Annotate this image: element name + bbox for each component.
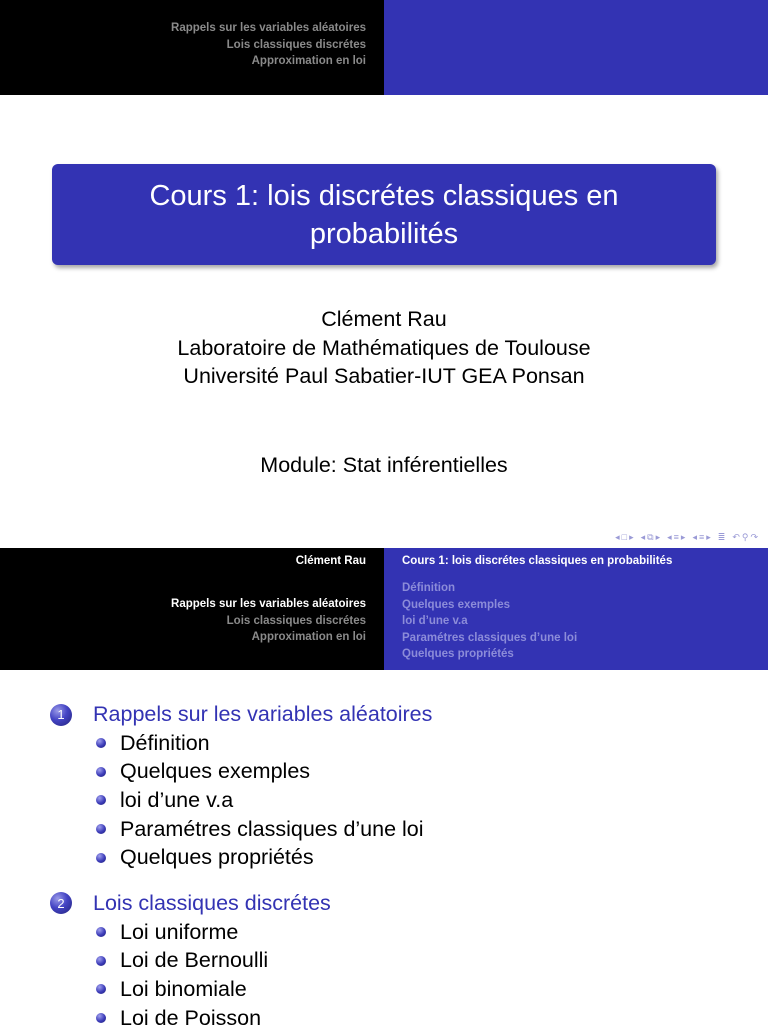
toc-subsection-label: Paramétres classiques d’une loi: [120, 816, 424, 841]
nav-right-arrow-icon[interactable]: ▸: [629, 532, 634, 542]
toc-subsection-label: Loi de Poisson: [120, 1005, 262, 1030]
list-item[interactable]: [96, 975, 432, 1004]
affiliation-lab: Laboratoire de Mathématiques de Toulouse: [177, 335, 591, 360]
toc-section[interactable]: [50, 889, 432, 918]
bullet-ball-icon: [96, 984, 106, 994]
nav-subsection-group[interactable]: [641, 532, 661, 542]
nav-frame-group[interactable]: [615, 532, 634, 542]
section-link-lois[interactable]: Lois classiques discrétes: [226, 614, 366, 627]
nav-forward-icon[interactable]: ↷: [750, 532, 758, 542]
section-link-approximation[interactable]: Approximation en loi: [251, 631, 366, 643]
nav-left-arrow-icon[interactable]: ◂: [667, 532, 672, 542]
header-author[interactable]: Clément Rau: [295, 555, 366, 567]
toc-subsection-list: [96, 918, 432, 1032]
toc-section-title[interactable]: Rappels sur les variables aléatoires: [93, 702, 433, 726]
section-number-ball-icon: 1: [50, 704, 72, 726]
slide2-header-right: [384, 548, 768, 670]
author-name: Clément Rau: [321, 307, 447, 331]
list-item[interactable]: [96, 786, 432, 815]
nav-appendix-icon[interactable]: ≣: [717, 532, 726, 542]
toc-section-title[interactable]: Lois classiques discrétes: [93, 890, 331, 915]
title-box: [52, 164, 716, 265]
header-course-title[interactable]: Cours 1: lois discrétes classiques en probabilités: [402, 555, 673, 567]
section-link-rappels[interactable]: Rappels sur les variables aléatoires: [171, 22, 366, 34]
section-link-lois[interactable]: Lois classiques discrétes: [226, 38, 366, 51]
list-item[interactable]: [96, 918, 432, 947]
nav-right-arrow-icon[interactable]: ▸: [706, 532, 711, 542]
section-spacer: [50, 872, 432, 889]
toc-subsection-label: Définition: [120, 730, 210, 755]
bullet-ball-icon: [96, 927, 106, 937]
list-item[interactable]: [96, 758, 432, 787]
subsection-link-parametres[interactable]: Paramétres classiques d’une loi: [402, 631, 578, 644]
nav-frame-icon[interactable]: □: [621, 532, 628, 542]
nav-document-icon[interactable]: ≡: [698, 532, 705, 542]
toc-subsection-label: loi d’une v.a: [120, 787, 234, 812]
subsection-link-exemples[interactable]: Quelques exemples: [402, 598, 511, 611]
table-of-contents: [50, 700, 432, 1032]
module-name: Module: Stat inférentielles: [260, 453, 508, 477]
slide2-subsection-nav: [402, 580, 577, 663]
nav-document-group[interactable]: [692, 532, 710, 542]
nav-subsection-icon[interactable]: ⧉: [647, 532, 654, 542]
subsection-link-definition[interactable]: Définition: [402, 582, 456, 594]
bullet-ball-icon: [96, 767, 106, 777]
subsection-link-loi-va[interactable]: loi d’une v.a: [402, 615, 468, 627]
affiliation-university: Université Paul Sabatier-IUT GEA Ponsan: [183, 364, 585, 388]
list-item[interactable]: [96, 815, 432, 844]
slide1-header-left: [0, 0, 384, 95]
nav-back-icon[interactable]: ↶: [732, 532, 740, 542]
nav-left-arrow-icon[interactable]: ◂: [692, 532, 697, 542]
section-link-approximation[interactable]: Approximation en loi: [251, 55, 366, 67]
beamer-nav-bar: [615, 532, 758, 542]
bullet-ball-icon: [96, 1013, 106, 1023]
toc-subsection-label: Loi uniforme: [120, 919, 239, 944]
nav-right-arrow-icon[interactable]: ▸: [680, 532, 686, 542]
author-block: [0, 305, 768, 391]
bullet-ball-icon: [96, 795, 106, 805]
subsection-link-proprietes[interactable]: Quelques propriétés: [402, 648, 514, 660]
slide1-header-right: [384, 0, 768, 95]
slide2-header-left: [0, 548, 384, 670]
toc-subsection-label: Quelques propriétés: [120, 845, 314, 870]
nav-section-icon[interactable]: ≡: [673, 532, 679, 542]
slide2-section-nav: [171, 596, 366, 646]
bullet-ball-icon: [96, 853, 106, 863]
presentation-title: Cours 1: lois discrétes classiques en probabilités: [149, 179, 619, 250]
toc-subsection-list: [96, 729, 432, 872]
nav-search-icon[interactable]: ⚲: [741, 532, 749, 542]
list-item[interactable]: [96, 843, 432, 872]
bullet-ball-icon: [96, 824, 106, 834]
toc-subsection-label: Loi de Bernoulli: [120, 948, 269, 973]
nav-right-arrow-icon[interactable]: ▸: [655, 532, 661, 542]
section-link-rappels[interactable]: Rappels sur les variables aléatoires: [171, 598, 366, 610]
toc-subsection-label: Quelques exemples: [120, 759, 311, 784]
toc-section[interactable]: [50, 700, 432, 729]
slide1-section-nav: [171, 20, 366, 70]
list-item[interactable]: [96, 947, 432, 976]
nav-search-group[interactable]: [732, 532, 758, 542]
section-number-ball-icon: 2: [50, 892, 72, 914]
bullet-ball-icon: [96, 738, 106, 748]
bullet-ball-icon: [96, 956, 106, 966]
nav-left-arrow-icon[interactable]: ◂: [640, 532, 646, 542]
nav-left-arrow-icon[interactable]: ◂: [615, 532, 620, 542]
nav-section-group[interactable]: [667, 532, 685, 542]
list-item[interactable]: [96, 1004, 432, 1032]
list-item[interactable]: [96, 729, 432, 758]
toc-subsection-label: Loi binomiale: [120, 976, 247, 1001]
